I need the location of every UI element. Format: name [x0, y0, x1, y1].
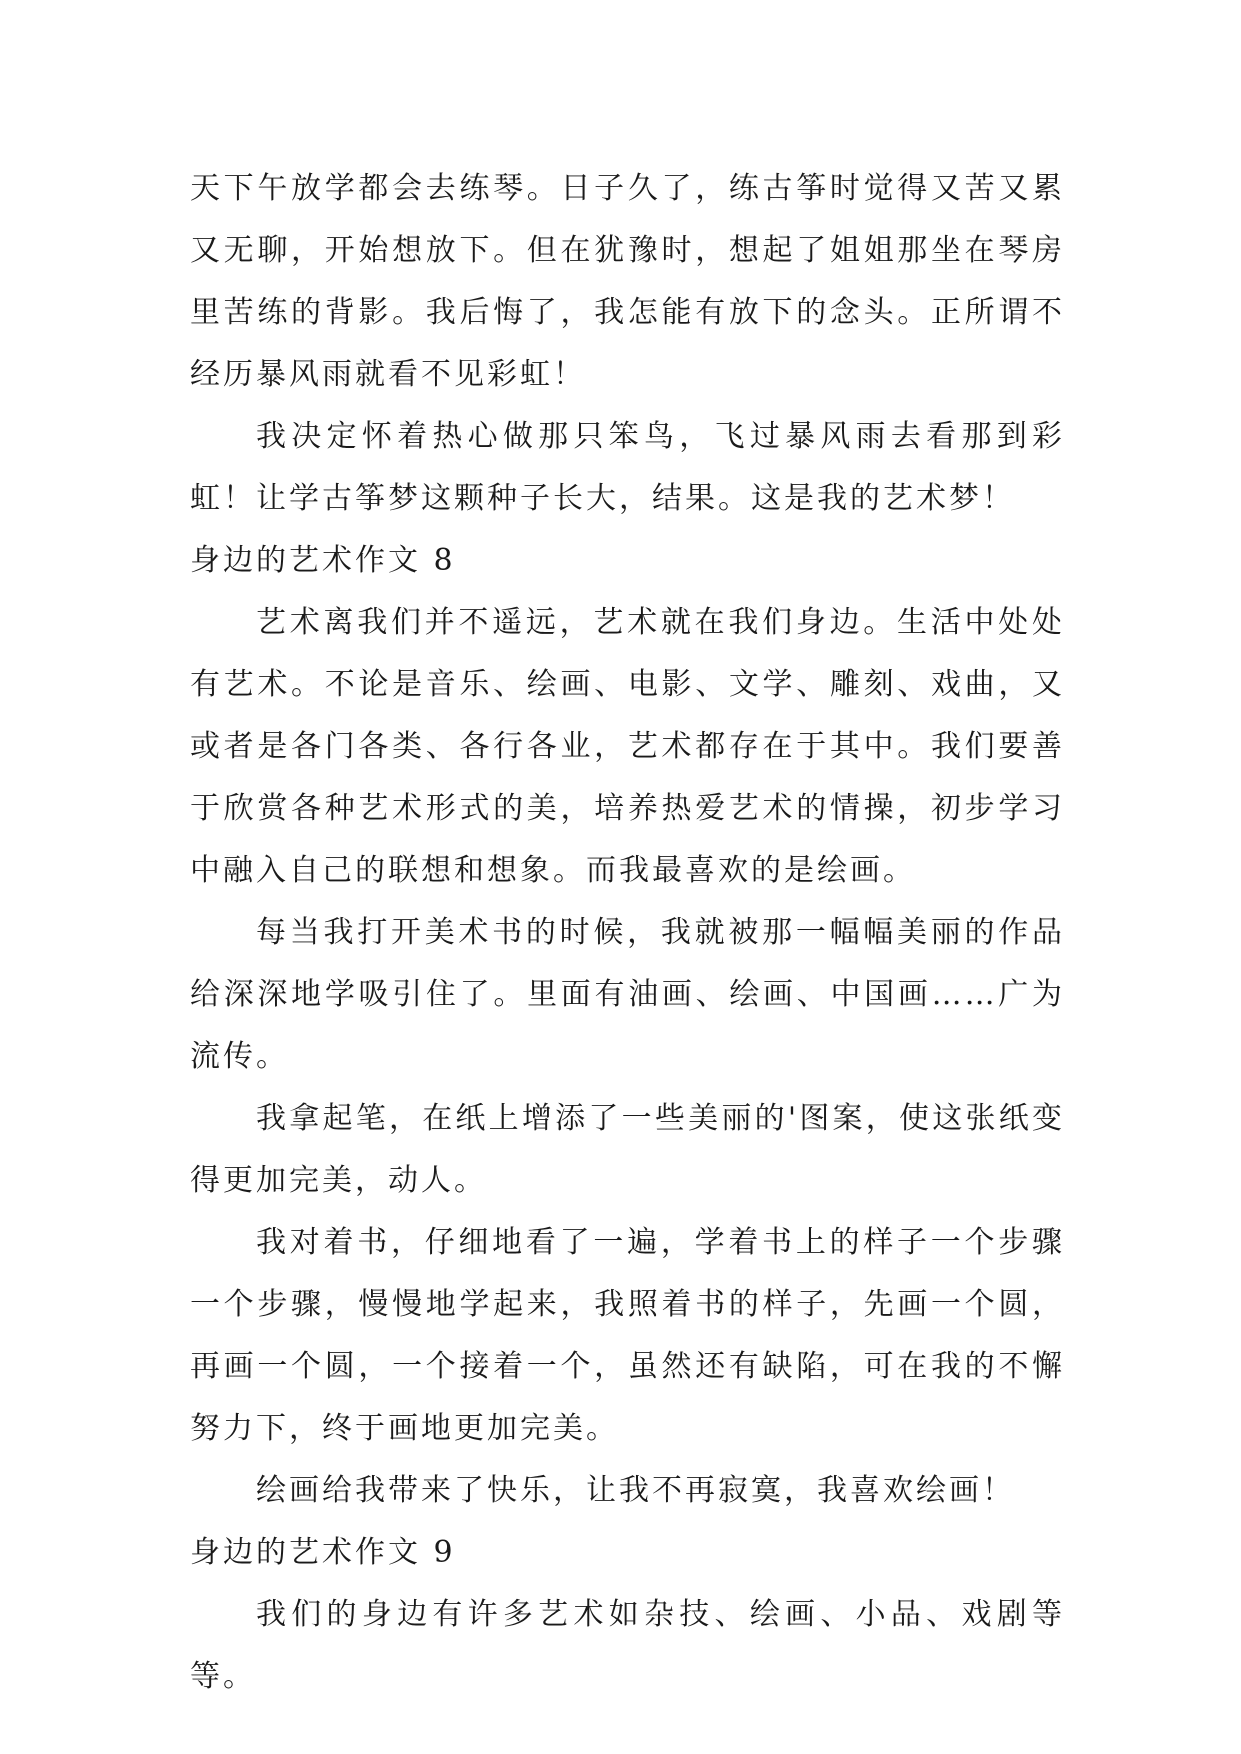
section-heading: 身边的艺术作文 9 [190, 1535, 456, 1570]
paragraph: 我拿起笔，在纸上增添了一些美丽的'图案，使这张纸变得更加完美，动人。 [190, 1101, 1065, 1198]
document-body [190, 158, 1065, 1708]
paragraph: 天下午放学都会去练琴。日子久了，练古筝时觉得又苦又累又无聊，开始想放下。但在犹豫时，想起了姐姐那坐在琴房里苦练的背影。我后悔了，我怎能有放下的念头。正所谓不经历暴风雨就看不见彩虹！ [190, 171, 1065, 392]
paragraph: 我对着书，仔细地看了一遍，学着书上的样子一个步骤一个步骤，慢慢地学起来，我照着书的样子，先画一个圆，再画一个圆，一个接着一个，虽然还有缺陷，可在我的不懈努力下，终于画地更加完美。 [190, 1225, 1065, 1446]
paragraph: 绘画给我带来了快乐，让我不再寂寞，我喜欢绘画！ [256, 1473, 1015, 1508]
section-heading: 身边的艺术作文 8 [190, 543, 456, 578]
paragraph: 艺术离我们并不遥远，艺术就在我们身边。生活中处处有艺术。不论是音乐、绘画、电影、文学、雕刻、戏曲，又或者是各门各类、各行各业，艺术都存在于其中。我们要善于欣赏各种艺术形式的美，培养热爱艺术的情操，初步学习中融入自己的联想和想象。而我最喜欢的是绘画。 [190, 605, 1065, 888]
paragraph: 我决定怀着热心做那只笨鸟，飞过暴风雨去看那到彩虹！让学古筝梦这颗种子长大，结果。这是我的艺术梦！ [190, 419, 1065, 516]
paragraph: 我们的身边有许多艺术如杂技、绘画、小品、戏剧等等。 [190, 1597, 1065, 1694]
paragraph: 每当我打开美术书的时候，我就被那一幅幅美丽的作品给深深地学吸引住了。里面有油画、绘画、中国画……广为流传。 [190, 915, 1065, 1074]
